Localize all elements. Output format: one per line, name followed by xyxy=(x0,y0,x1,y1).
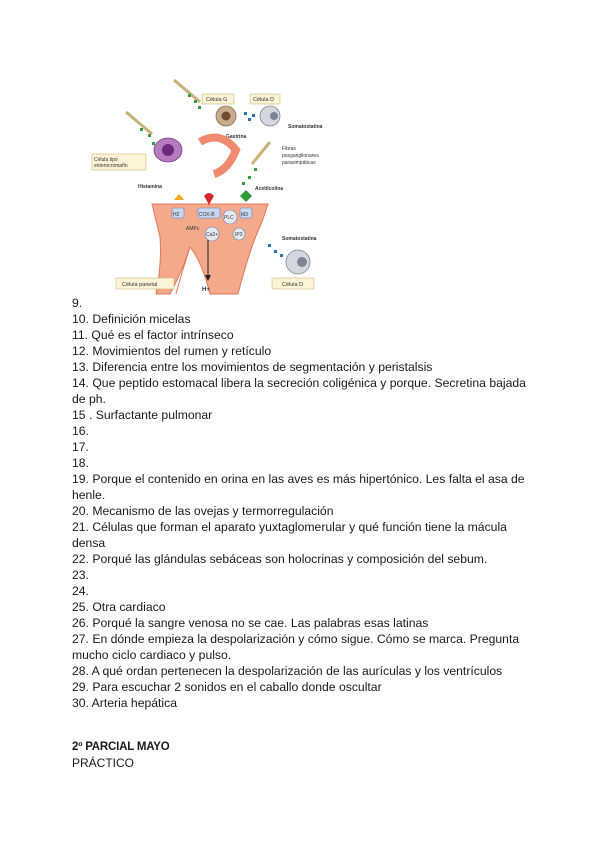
plc-label: PLC xyxy=(224,215,234,221)
question-item: 24. xyxy=(72,584,89,598)
question-item: 12. Movimientos del rumen y retículo xyxy=(72,344,272,358)
question-item: 26. Porqué la sangre venosa no se cae. Las palabras esas latinas xyxy=(72,616,429,630)
question-list xyxy=(72,295,542,711)
question-item: 16. xyxy=(72,424,89,438)
cell-d-top-label: Célula D xyxy=(253,97,275,103)
h-plus-label: H+ xyxy=(202,287,210,293)
section-title: 2º PARCIAL MAYO xyxy=(72,741,170,753)
acetylcholine-label: Acetilcolina xyxy=(255,186,284,192)
svg-text:parasimpáticas: parasimpáticas xyxy=(282,160,316,166)
svg-text:enterocromafín: enterocromafín xyxy=(94,163,128,169)
cell-d-bottom-label: Célula D xyxy=(282,282,304,288)
question-item: 25. Otra cardiaco xyxy=(72,600,166,614)
question-item: 15 . Surfactante pulmonar xyxy=(72,408,213,422)
question-item: 13. Diferencia entre los movimientos de segmentación y peristalsis xyxy=(72,360,433,374)
question-item: 14. Que peptido estomacal libera la secreción coligénica y porque. Secretina bajada de ph. xyxy=(72,376,526,406)
question-item: 30. Arteria hepática xyxy=(72,696,178,710)
question-item: 17. xyxy=(72,440,89,454)
histamine-label: Histamina xyxy=(138,184,162,190)
question-item: 21. Células que forman el aparato yuxtaglomerular y qué función tiene la mácula densa xyxy=(72,520,507,550)
question-item: 29. Para escuchar 2 sonidos en el caballo donde oscultar xyxy=(72,680,382,694)
somatostatin-right-label: Somatostatina xyxy=(282,236,317,242)
question-item: 10. Definición micelas xyxy=(72,312,191,326)
enterochromaffin-label: Célula tipo xyxy=(94,157,118,163)
amp-label: AMPc xyxy=(186,226,200,232)
cell-g-label: Célula G xyxy=(206,97,228,103)
question-item: 19. Porque el contenido en orina en las aves es más hipertónico. Les falta el asa de henle. xyxy=(72,472,525,502)
somatostatin-top-label: Somatostatina xyxy=(288,124,323,130)
question-item: 18. xyxy=(72,456,89,470)
question-item: 9. xyxy=(72,296,83,310)
ca-label: Ca2+ xyxy=(206,232,219,238)
question-item: 20. Mecanismo de las ovejas y termorregulación xyxy=(72,504,334,518)
gastrin-label: Gastrina xyxy=(226,134,247,140)
ip3-label: IP3 xyxy=(235,232,243,238)
question-item: 28. A qué ordan pertenecen la despolarización de las aurículas y los ventrículos xyxy=(72,664,503,678)
parietal-cell-label: Célula parietal xyxy=(122,282,158,288)
question-item: 11. Qué es el factor intrínseco xyxy=(72,328,234,342)
m3-receptor-label: M3 xyxy=(241,212,248,218)
svg-text:posganglionares: posganglionares xyxy=(282,153,319,159)
question-item: 22. Porqué las glándulas sebáceas son holocrinas y composición del sebum. xyxy=(72,552,488,566)
gastric-secretion-diagram xyxy=(90,72,340,297)
section-subtitle: PRÁCTICO xyxy=(72,756,135,770)
question-item: 23. xyxy=(72,568,89,582)
question-item: 27. En dónde empieza la despolarización y cómo sigue. Cómo se marca. Pregunta mucho ciclo cardiaco y pulso. xyxy=(72,632,520,662)
fibers-label: Fibras xyxy=(282,146,296,152)
h2-receptor-label: H2 xyxy=(173,212,180,218)
cckb-receptor-label: CCK-B xyxy=(199,212,215,218)
